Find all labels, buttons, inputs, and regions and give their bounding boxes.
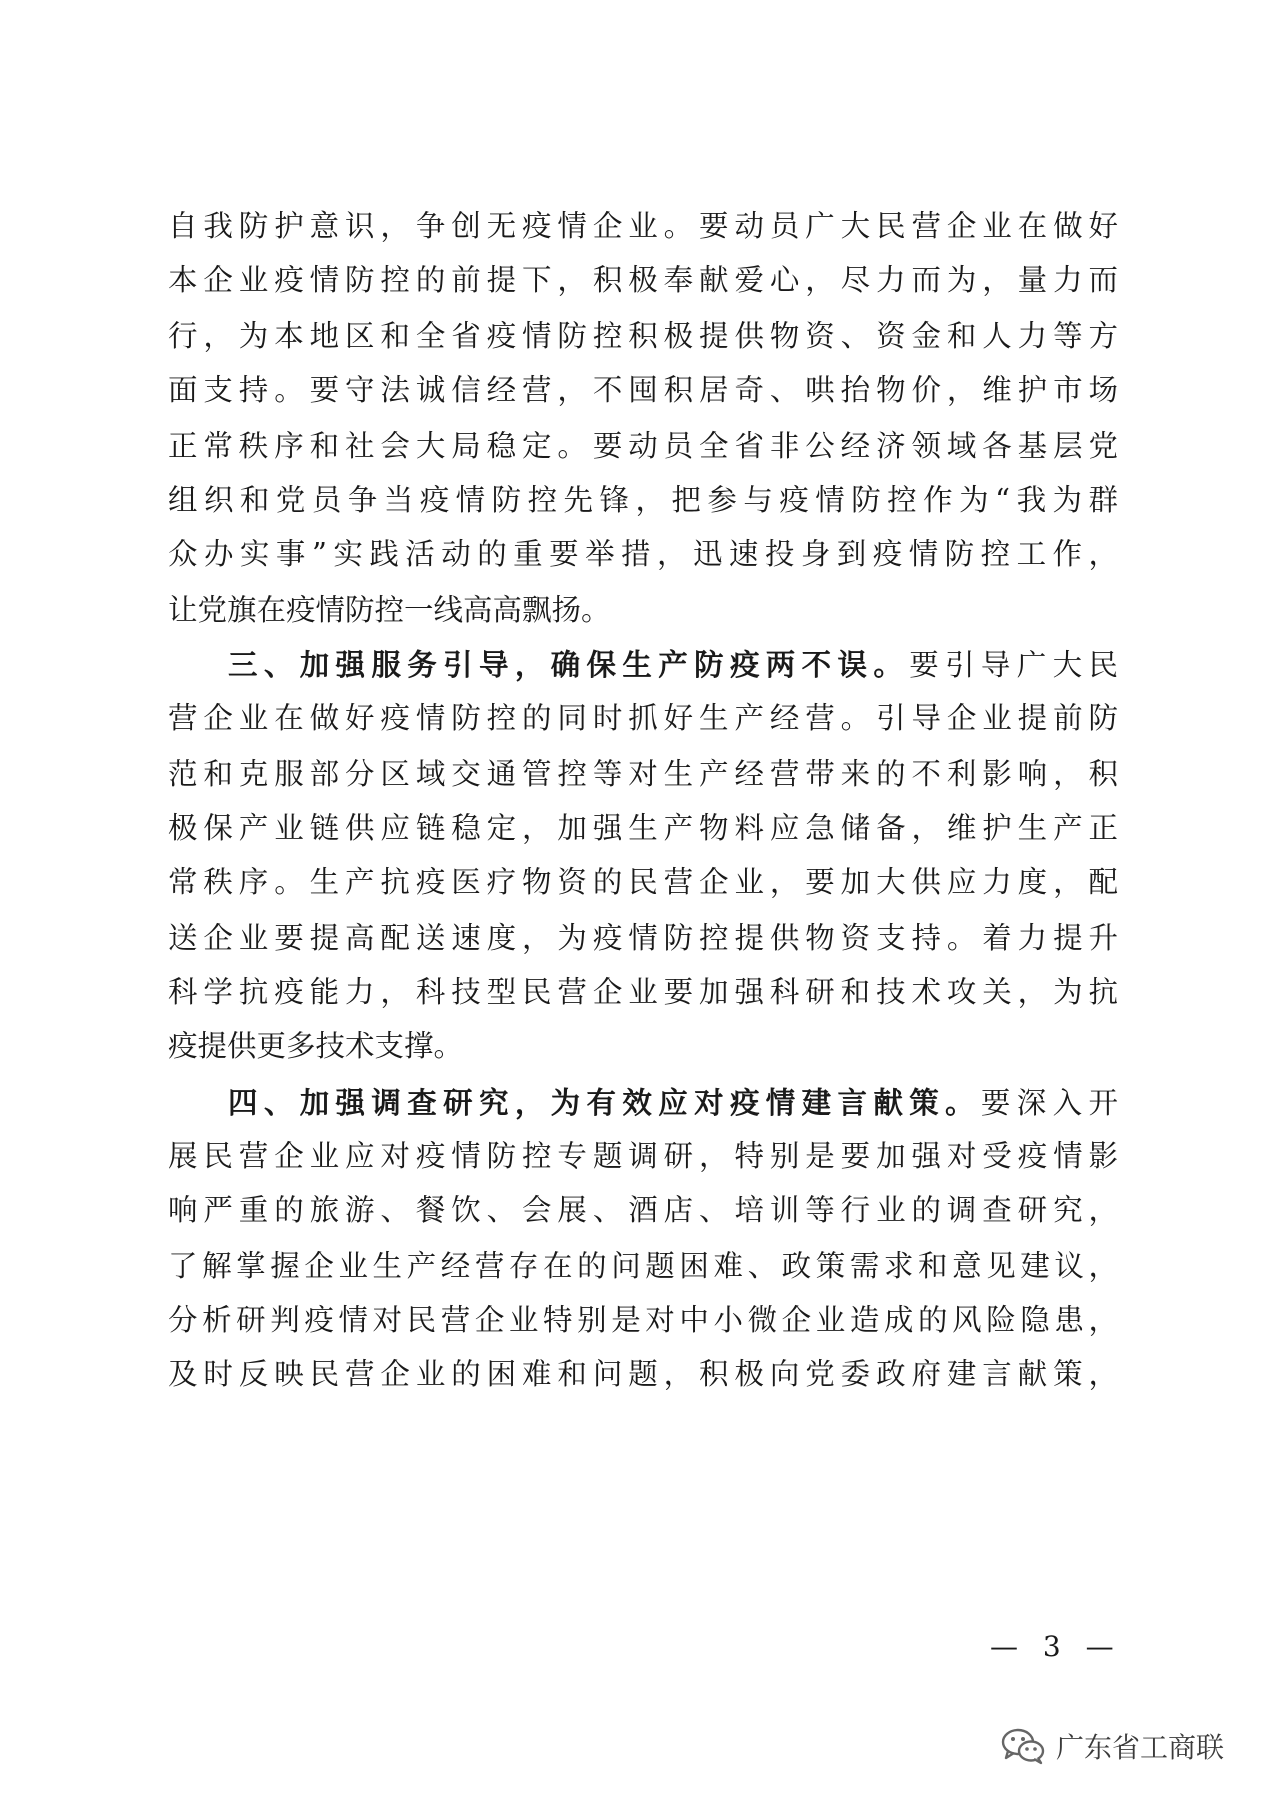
body-line: 组织和党员争当疫情防控先锋，把参与疫情防控作为“我为群 xyxy=(168,483,1118,517)
section-4-first-line-text: 要深入开 xyxy=(980,1086,1118,1120)
body-line: 行，为本地区和全省疫情防控积极提供物资、资金和人力等方 xyxy=(168,319,1118,353)
section-4-first-line xyxy=(168,1085,1118,1120)
wechat-icon xyxy=(1000,1726,1046,1766)
body-line: 本企业疫情防控的前提下，积极奉献爱心，尽力而为，量力而 xyxy=(168,263,1118,297)
body-line: 让党旗在疫情防控一线高高飘扬。 xyxy=(168,593,611,627)
body-line: 分析研判疫情对民营企业特别是对中小微企业造成的风险隐患， xyxy=(168,1303,1118,1337)
body-line: 面支持。要守法诚信经营，不囤积居奇、哄抬物价，维护市场 xyxy=(168,373,1118,407)
watermark-label: 广东省工商联 xyxy=(1056,1731,1225,1764)
body-line: 正常秩序和社会大局稳定。要动员全省非公经济领域各基层党 xyxy=(168,429,1118,463)
body-line: 响严重的旅游、餐饮、会展、酒店、培训等行业的调查研究， xyxy=(168,1193,1118,1227)
body-line: 送企业要提高配送速度，为疫情防控提供物资支持。着力提升 xyxy=(168,921,1118,955)
body-line: 疫提供更多技术支撑。 xyxy=(168,1029,464,1063)
body-line: 展民营企业应对疫情防控专题调研，特别是要加强对受疫情影 xyxy=(168,1139,1118,1173)
body-line: 科学抗疫能力，科技型民营企业要加强科研和技术攻关，为抗 xyxy=(168,975,1118,1009)
body-line: 了解掌握企业生产经营存在的问题困难、政策需求和意见建议， xyxy=(168,1249,1118,1283)
section-3-first-line xyxy=(168,647,1118,682)
body-line: 范和克服部分区域交通管控等对生产经营带来的不利影响，积 xyxy=(168,757,1118,791)
page-number: — 3 — xyxy=(990,1630,1122,1663)
body-line: 极保产业链供应链稳定，加强生产物料应急储备，维护生产正 xyxy=(168,811,1118,845)
section-4-heading: 四、加强调查研究，为有效应对疫情建言献策。 xyxy=(228,1085,981,1120)
body-line: 及时反映民营企业的困难和问题，积极向党委政府建言献策， xyxy=(168,1357,1118,1391)
body-line: 营企业在做好疫情防控的同时抓好生产经营。引导企业提前防 xyxy=(168,701,1118,735)
body-line: 常秩序。生产抗疫医疗物资的民营企业，要加大供应力度，配 xyxy=(168,865,1118,899)
section-3-first-line-text: 要引导广大民 xyxy=(909,648,1118,682)
section-3-heading: 三、加强服务引导，确保生产防疫两不误。 xyxy=(228,647,910,682)
body-line: 自我防护意识，争创无疫情企业。要动员广大民营企业在做好 xyxy=(168,209,1118,243)
body-line: 众办实事”实践活动的重要举措，迅速投身到疫情防控工作， xyxy=(168,537,1118,571)
source-watermark xyxy=(1000,1726,1224,1766)
